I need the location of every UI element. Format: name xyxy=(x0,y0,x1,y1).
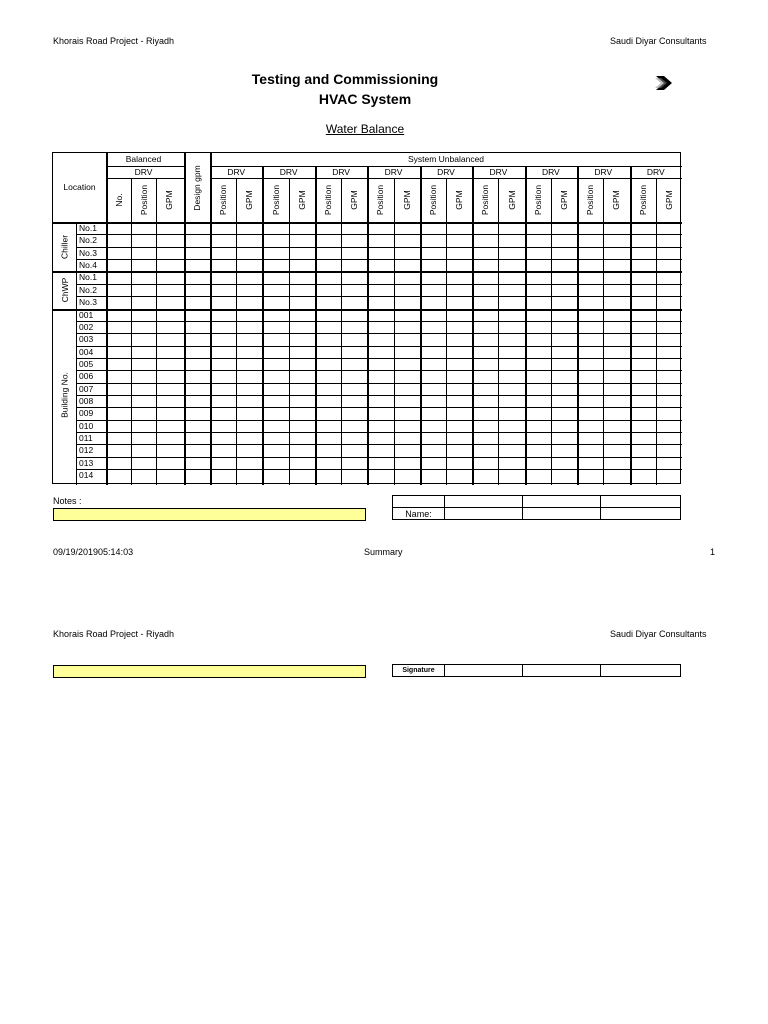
name-table-cell xyxy=(601,496,681,508)
gpm-column-header: GPM xyxy=(163,190,174,210)
row-line xyxy=(76,247,682,248)
row-label: 002 xyxy=(79,321,94,332)
page-subtitle: Water Balance xyxy=(325,122,405,136)
group-divider xyxy=(420,166,422,485)
location-divider xyxy=(106,153,108,485)
row-label: No.2 xyxy=(79,284,97,295)
signature-table xyxy=(392,664,681,677)
page-number: 1 xyxy=(710,547,716,557)
position-column-header: Position xyxy=(270,184,281,216)
row-line xyxy=(76,259,682,260)
double-chevron-right-icon xyxy=(652,72,680,94)
gpm-column-header: GPM xyxy=(663,190,674,210)
name-table-cell xyxy=(393,496,445,508)
signature-input-cell[interactable] xyxy=(601,665,681,677)
header-line xyxy=(106,178,184,179)
row-line xyxy=(76,383,682,384)
notes-field[interactable] xyxy=(53,508,366,521)
row-label: No.3 xyxy=(79,247,97,258)
signature-label: Signature xyxy=(393,665,445,677)
row-label: 008 xyxy=(79,396,94,407)
unbalanced-drv-header: DRV xyxy=(332,167,350,177)
row-label: 001 xyxy=(79,309,94,320)
gpm-column-header: GPM xyxy=(349,190,360,210)
row-line xyxy=(76,234,682,235)
gpm-column-header: GPM xyxy=(244,190,255,210)
row-line xyxy=(76,432,682,433)
signature-input-cell[interactable] xyxy=(444,665,522,677)
unbalanced-drv-header: DRV xyxy=(279,167,298,177)
unbalanced-drv-header: DRV xyxy=(437,167,455,177)
row-line xyxy=(76,395,682,396)
unbalanced-drv-header: DRV xyxy=(384,167,403,177)
group-divider xyxy=(577,166,579,485)
row-line xyxy=(76,333,682,334)
print-timestamp: 09/19/201905:14:03 xyxy=(53,547,134,557)
notes-label: Notes : xyxy=(53,496,82,506)
group-divider xyxy=(525,166,527,485)
group-label-divider xyxy=(76,222,77,485)
row-label: 011 xyxy=(79,433,93,444)
design-gpm-header: Design gpm xyxy=(192,165,202,211)
gpm-column-header: GPM xyxy=(558,190,569,210)
row-line xyxy=(76,444,682,445)
name-table xyxy=(392,495,681,520)
row-line xyxy=(76,469,682,470)
row-label: 014 xyxy=(79,470,94,481)
gpm-column-header: GPM xyxy=(506,190,517,210)
position-column-header: Position xyxy=(427,184,438,216)
grid-line xyxy=(656,178,657,485)
name-input-cell[interactable] xyxy=(601,508,681,520)
system-unbalanced-header: System Unbalanced xyxy=(407,154,485,164)
row-label: 010 xyxy=(79,420,94,431)
page-title: Testing and Commissioning xyxy=(251,71,439,87)
grid-line xyxy=(341,178,342,485)
gpm-column-header: GPM xyxy=(401,190,412,210)
grid-line xyxy=(603,178,604,485)
name-table-cell xyxy=(522,496,601,508)
position-column-header: Position xyxy=(375,184,386,216)
row-label: 013 xyxy=(79,457,94,468)
location-header: Location xyxy=(63,182,96,192)
unbalanced-drv-header: DRV xyxy=(646,167,665,177)
grid-line xyxy=(156,178,157,485)
position-column-header: Position xyxy=(585,184,596,216)
position-column-header: Position xyxy=(637,184,648,216)
project-header: Khorais Road Project - Riyadh xyxy=(53,36,175,46)
row-label: No.3 xyxy=(79,297,97,308)
water-balance-table xyxy=(52,152,681,484)
row-line xyxy=(76,358,682,359)
group-divider xyxy=(315,166,317,485)
row-label: No.4 xyxy=(79,260,97,271)
grid-line xyxy=(551,178,552,485)
group-label-0: Chiller xyxy=(59,234,70,259)
group-divider xyxy=(472,166,474,485)
consultant-header: Saudi Diyar Consultants xyxy=(610,36,707,46)
name-input-cell[interactable] xyxy=(444,508,522,520)
balanced-divider xyxy=(184,153,186,485)
project-header-page2: Khorais Road Project - Riyadh xyxy=(53,629,175,639)
balanced-drv-header: DRV xyxy=(134,167,153,177)
group-divider xyxy=(367,166,369,485)
position-column-header: Position xyxy=(218,184,229,216)
grid-line xyxy=(236,178,237,485)
unbalanced-drv-header: DRV xyxy=(227,167,246,177)
balanced-header: Balanced xyxy=(125,154,162,164)
header-line xyxy=(106,166,184,167)
row-line xyxy=(76,370,682,371)
group-separator xyxy=(53,309,682,311)
row-line xyxy=(76,284,682,285)
name-table-cell xyxy=(444,496,522,508)
group-label-1: ChWP xyxy=(59,277,70,303)
row-label: No.1 xyxy=(79,272,97,283)
row-line xyxy=(76,407,682,408)
page-title-system: HVAC System xyxy=(318,91,412,107)
row-line xyxy=(76,346,682,347)
group-label-2: Building No. xyxy=(59,372,70,418)
design-divider xyxy=(210,153,212,485)
grid-line xyxy=(394,178,395,485)
row-label: 012 xyxy=(79,445,94,456)
gpm-column-header: GPM xyxy=(296,190,307,210)
group-divider xyxy=(630,166,632,485)
group-separator xyxy=(53,271,682,273)
unbalanced-drv-header: DRV xyxy=(489,167,508,177)
notes-field-page2[interactable] xyxy=(53,665,366,678)
row-line xyxy=(76,296,682,297)
group-divider xyxy=(262,166,264,485)
row-label: 007 xyxy=(79,383,94,394)
row-line xyxy=(76,420,682,421)
row-label: 006 xyxy=(79,371,94,382)
name-input-cell[interactable] xyxy=(522,508,601,520)
no-column-header: No. xyxy=(113,193,124,207)
grid-line xyxy=(289,178,290,485)
row-label: No.2 xyxy=(79,235,97,246)
grid-line xyxy=(446,178,447,485)
grid-line xyxy=(131,178,132,485)
row-label: 003 xyxy=(79,334,94,345)
row-label: No.1 xyxy=(79,223,97,233)
position-column-header: Position xyxy=(322,184,333,216)
sheet-name: Summary xyxy=(364,547,403,557)
header-line xyxy=(210,166,682,167)
row-label: 009 xyxy=(79,408,94,419)
position-column-header: Position xyxy=(532,184,543,216)
row-label: 004 xyxy=(79,346,94,357)
row-line xyxy=(76,457,682,458)
name-label: Name: xyxy=(393,508,445,520)
unbalanced-drv-header: DRV xyxy=(541,167,560,177)
position-column-header: Position xyxy=(138,184,149,216)
gpm-column-header: GPM xyxy=(454,190,465,210)
consultant-header-page2: Saudi Diyar Consultants xyxy=(610,629,707,639)
signature-input-cell[interactable] xyxy=(522,665,601,677)
row-label: 005 xyxy=(79,358,94,369)
position-column-header: Position xyxy=(480,184,491,216)
gpm-column-header: GPM xyxy=(611,190,622,210)
unbalanced-drv-header: DRV xyxy=(594,167,613,177)
row-line xyxy=(76,321,682,322)
grid-line xyxy=(498,178,499,485)
